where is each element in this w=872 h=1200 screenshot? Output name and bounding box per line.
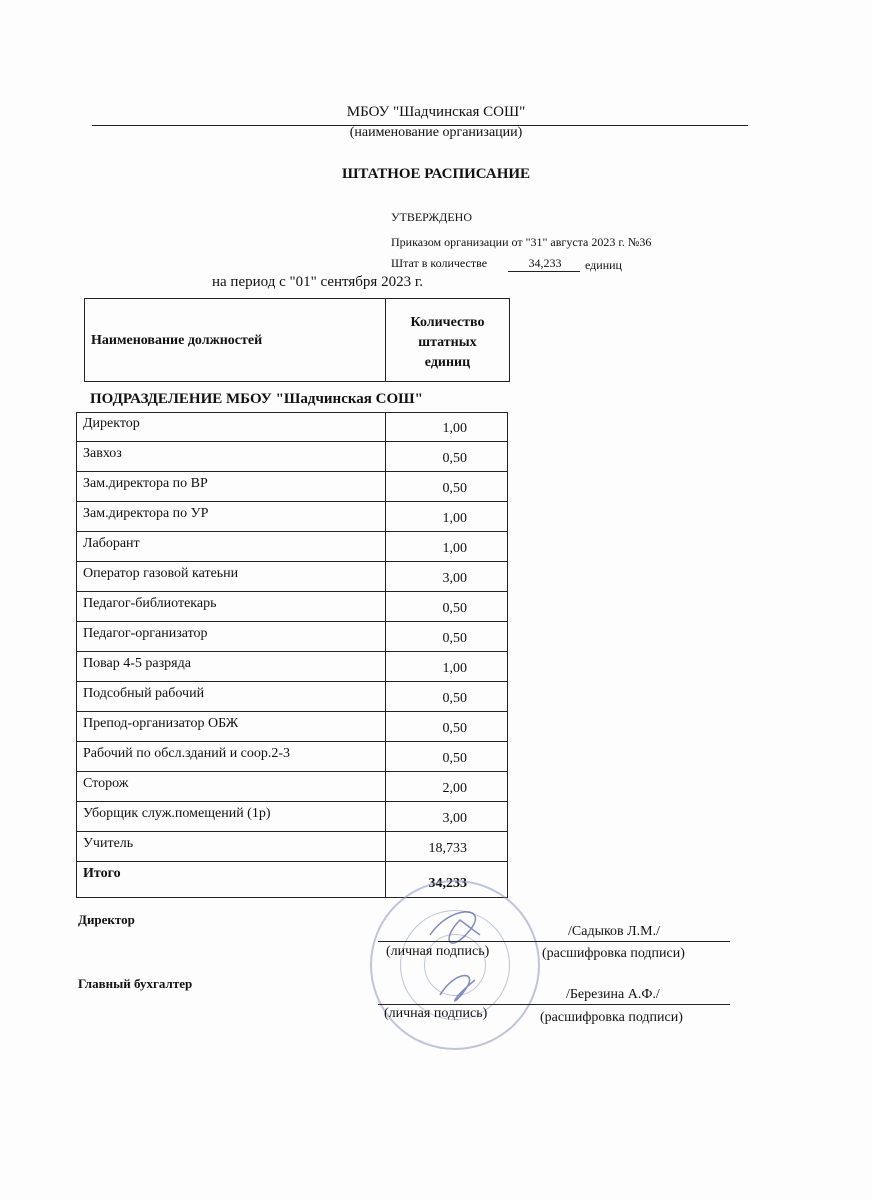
- position-count: 1,00: [442, 661, 467, 676]
- director-sign-line: [378, 941, 730, 942]
- position-name: Директор: [83, 416, 140, 431]
- position-count: 1,00: [442, 421, 467, 436]
- position-count: 1,00: [442, 511, 467, 526]
- director-decode-caption: (расшифровка подписи): [542, 946, 685, 961]
- position-name: Завхоз: [83, 446, 122, 461]
- position-count: 1,00: [442, 541, 467, 556]
- table-row: [76, 622, 508, 652]
- table-row: [76, 502, 508, 532]
- table-row: [76, 832, 508, 862]
- position-count: 0,50: [442, 631, 467, 646]
- section-title: ПОДРАЗДЕЛЕНИЕ МБОУ "Шадчинская СОШ": [90, 391, 423, 407]
- table-row: [76, 472, 508, 502]
- table-row: [76, 412, 508, 442]
- position-count: 0,50: [442, 751, 467, 766]
- header-count-line1: Количество: [410, 315, 485, 330]
- total-label: Итого: [83, 866, 121, 881]
- position-count: 3,00: [442, 571, 467, 586]
- position-name: Педагог-организатор: [83, 626, 208, 641]
- period: на период с "01" сентября 2023 г.: [212, 274, 424, 290]
- table-row: [76, 742, 508, 772]
- staff-underline: [508, 271, 580, 272]
- header-position: Наименование должностей: [91, 333, 263, 348]
- position-count: 0,50: [442, 691, 467, 706]
- staff-value: 34,233: [528, 256, 562, 270]
- position-name: Рабочий по обсл.зданий и соор.2-3: [83, 746, 291, 761]
- table-row: [76, 532, 508, 562]
- total-value: 34,233: [428, 876, 467, 891]
- position-count: 3,00: [442, 811, 467, 826]
- position-name: Уборщик служ.помещений (1р): [83, 806, 271, 821]
- position-name: Повар 4-5 разряда: [83, 656, 191, 671]
- accountant-decode-caption: (расшифровка подписи): [540, 1010, 683, 1025]
- position-name: Лаборант: [83, 536, 140, 551]
- accountant-title: Главный бухгалтер: [78, 976, 193, 991]
- table-header: [84, 298, 510, 382]
- header-position-cell: [85, 299, 386, 381]
- director-name: /Садыков Л.М./: [568, 924, 661, 939]
- table-row: [76, 562, 508, 592]
- header-count-line3: единиц: [424, 355, 471, 370]
- accountant-name: /Березина А.Ф./: [566, 987, 660, 1002]
- position-count: 0,50: [442, 601, 467, 616]
- position-name: Оператор газовой катеьни: [83, 566, 239, 581]
- table-row: [76, 802, 508, 832]
- position-name: Подсобный рабочий: [83, 686, 205, 701]
- staff-table: [76, 412, 508, 898]
- org-caption: (наименование организации): [349, 125, 523, 140]
- staff-unit: единиц: [585, 258, 622, 272]
- position-name: Сторож: [83, 776, 129, 791]
- approval-order: Приказом организации от "31" августа 2023 г. №36: [391, 235, 652, 249]
- header-count-line2: штатных: [418, 335, 477, 350]
- header-count-cell: [386, 299, 509, 381]
- staff-label: Штат в количестве: [391, 256, 488, 270]
- doc-title: ШТАТНОЕ РАСПИСАНИЕ: [341, 166, 531, 182]
- position-name: Зам.директора по УР: [83, 506, 209, 521]
- position-count: 0,50: [442, 451, 467, 466]
- accountant-sign-line: [378, 1004, 730, 1005]
- director-title: Директор: [78, 912, 135, 927]
- table-row: [76, 682, 508, 712]
- position-count: 18,733: [428, 841, 467, 856]
- accountant-personal-caption: (личная подпись): [384, 1006, 488, 1021]
- position-name: Учитель: [83, 836, 134, 851]
- position-name: Зам.директора по ВР: [83, 476, 208, 491]
- org-name: МБОУ "Шадчинская СОШ": [346, 104, 526, 120]
- table-row: [76, 442, 508, 472]
- position-count: 0,50: [442, 481, 467, 496]
- position-count: 2,00: [442, 781, 467, 796]
- approved-label: УТВЕРЖДЕНО: [391, 210, 473, 224]
- table-row: [76, 712, 508, 742]
- director-personal-caption: (личная подпись): [386, 944, 490, 959]
- table-row: [76, 652, 508, 682]
- position-name: Педагог-библиотекарь: [83, 596, 217, 611]
- table-row: [76, 772, 508, 802]
- position-count: 0,50: [442, 721, 467, 736]
- position-name: Препод-организатор ОБЖ: [83, 716, 239, 731]
- table-row: [76, 592, 508, 622]
